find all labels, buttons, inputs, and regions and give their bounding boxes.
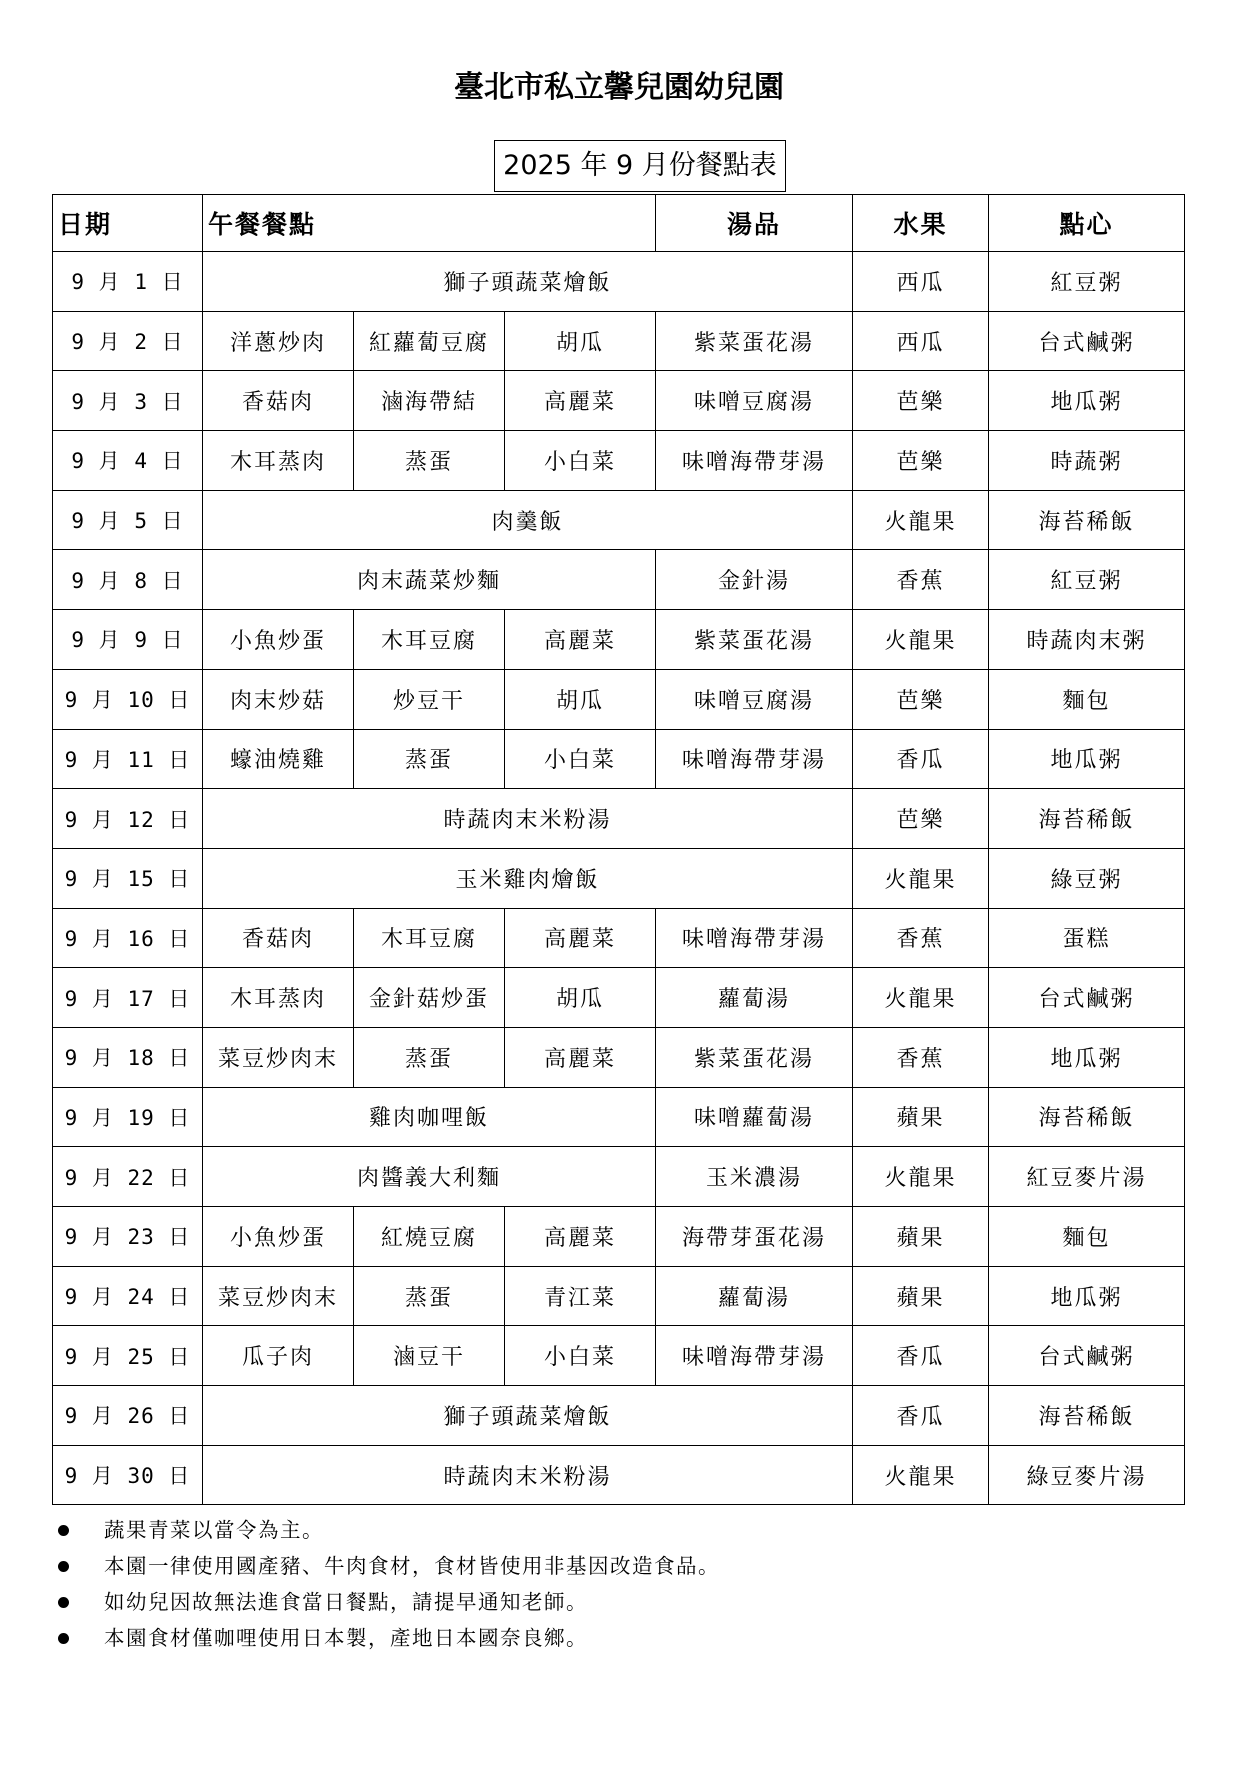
fruit-cell: 芭樂 bbox=[853, 789, 989, 849]
date-cell: 9 月 25 日 bbox=[53, 1326, 203, 1386]
fruit-cell: 香瓜 bbox=[853, 1326, 989, 1386]
snack-cell: 海苔稀飯 bbox=[989, 1386, 1185, 1446]
table-body bbox=[53, 252, 1185, 1505]
lunch-main-cell: 玉米雞肉燴飯 bbox=[203, 848, 853, 908]
table-row bbox=[53, 908, 1185, 968]
soup-cell: 紫菜蛋花湯 bbox=[656, 610, 853, 670]
note-text: 本園食材僅咖哩使用日本製，產地日本國奈良鄉。 bbox=[104, 1626, 588, 1650]
lunch-dish-cell: 高麗菜 bbox=[505, 1027, 656, 1087]
snack-cell: 綠豆粥 bbox=[989, 848, 1185, 908]
snack-cell: 紅豆粥 bbox=[989, 550, 1185, 610]
snack-cell: 海苔稀飯 bbox=[989, 789, 1185, 849]
table-row bbox=[53, 1207, 1185, 1267]
note-text: 本園一律使用國產豬、牛肉食材，食材皆使用非基因改造食品。 bbox=[104, 1554, 720, 1578]
note-item bbox=[52, 1512, 1152, 1548]
lunch-dish-cell: 胡瓜 bbox=[505, 311, 656, 371]
lunch-dish-cell: 紅蘿蔔豆腐 bbox=[354, 311, 505, 371]
lunch-main-cell: 獅子頭蔬菜燴飯 bbox=[203, 1386, 853, 1446]
soup-cell: 蘿蔔湯 bbox=[656, 1266, 853, 1326]
fruit-cell: 香瓜 bbox=[853, 729, 989, 789]
snack-cell: 時蔬粥 bbox=[989, 431, 1185, 491]
date-cell: 9 月 10 日 bbox=[53, 669, 203, 729]
snack-cell: 台式鹹粥 bbox=[989, 311, 1185, 371]
soup-cell: 蘿蔔湯 bbox=[656, 968, 853, 1028]
snack-cell: 海苔稀飯 bbox=[989, 490, 1185, 550]
lunch-main-cell: 肉羹飯 bbox=[203, 490, 853, 550]
soup-cell: 味噌海帶芽湯 bbox=[656, 431, 853, 491]
note-text: 如幼兒因故無法進食當日餐點，請提早通知老師。 bbox=[104, 1590, 588, 1614]
lunch-dish-cell: 菜豆炒肉末 bbox=[203, 1027, 354, 1087]
snack-cell: 紅豆麥片湯 bbox=[989, 1147, 1185, 1207]
fruit-cell: 西瓜 bbox=[853, 311, 989, 371]
fruit-cell: 芭樂 bbox=[853, 669, 989, 729]
snack-cell: 時蔬肉末粥 bbox=[989, 610, 1185, 670]
lunch-main-cell: 獅子頭蔬菜燴飯 bbox=[203, 252, 853, 312]
header-lunch: 午餐餐點 bbox=[203, 195, 656, 252]
lunch-dish-cell: 高麗菜 bbox=[505, 371, 656, 431]
lunch-dish-cell: 紅燒豆腐 bbox=[354, 1207, 505, 1267]
soup-cell: 金針湯 bbox=[656, 550, 853, 610]
lunch-dish-cell: 洋蔥炒肉 bbox=[203, 311, 354, 371]
table-row bbox=[53, 1266, 1185, 1326]
lunch-dish-cell: 滷海帶結 bbox=[354, 371, 505, 431]
date-cell: 9 月 26 日 bbox=[53, 1386, 203, 1446]
soup-cell: 味噌海帶芽湯 bbox=[656, 729, 853, 789]
date-cell: 9 月 5 日 bbox=[53, 490, 203, 550]
bullet-icon bbox=[58, 1633, 69, 1644]
fruit-cell: 香蕉 bbox=[853, 1027, 989, 1087]
lunch-dish-cell: 木耳豆腐 bbox=[354, 908, 505, 968]
table-row bbox=[53, 311, 1185, 371]
header-fruit: 水果 bbox=[853, 195, 989, 252]
table-row bbox=[53, 789, 1185, 849]
date-cell: 9 月 3 日 bbox=[53, 371, 203, 431]
date-cell: 9 月 24 日 bbox=[53, 1266, 203, 1326]
fruit-cell: 芭樂 bbox=[853, 431, 989, 491]
table-row bbox=[53, 550, 1185, 610]
snack-cell: 台式鹹粥 bbox=[989, 1326, 1185, 1386]
header-snack: 點心 bbox=[989, 195, 1185, 252]
table-row bbox=[53, 1027, 1185, 1087]
snack-cell: 地瓜粥 bbox=[989, 1027, 1185, 1087]
fruit-cell: 香瓜 bbox=[853, 1386, 989, 1446]
date-cell: 9 月 23 日 bbox=[53, 1207, 203, 1267]
lunch-dish-cell: 小白菜 bbox=[505, 431, 656, 491]
school-name: 臺北市私立馨兒園幼兒園 bbox=[454, 70, 784, 105]
snack-cell: 台式鹹粥 bbox=[989, 968, 1185, 1028]
soup-cell: 味噌海帶芽湯 bbox=[656, 1326, 853, 1386]
lunch-dish-cell: 蒸蛋 bbox=[354, 431, 505, 491]
lunch-dish-cell: 蠔油燒雞 bbox=[203, 729, 354, 789]
snack-cell: 紅豆粥 bbox=[989, 252, 1185, 312]
table-row bbox=[53, 490, 1185, 550]
date-cell: 9 月 22 日 bbox=[53, 1147, 203, 1207]
note-item bbox=[52, 1584, 1152, 1620]
table-row bbox=[53, 1445, 1185, 1505]
lunch-dish-cell: 香菇肉 bbox=[203, 371, 354, 431]
lunch-dish-cell: 小魚炒蛋 bbox=[203, 610, 354, 670]
date-cell: 9 月 8 日 bbox=[53, 550, 203, 610]
date-cell: 9 月 9 日 bbox=[53, 610, 203, 670]
fruit-cell: 芭樂 bbox=[853, 371, 989, 431]
date-cell: 9 月 19 日 bbox=[53, 1087, 203, 1147]
bullet-icon bbox=[58, 1597, 69, 1608]
snack-cell: 麵包 bbox=[989, 1207, 1185, 1267]
fruit-cell: 火龍果 bbox=[853, 968, 989, 1028]
bullet-icon bbox=[58, 1561, 69, 1572]
lunch-dish-cell: 蒸蛋 bbox=[354, 1027, 505, 1087]
lunch-dish-cell: 蒸蛋 bbox=[354, 1266, 505, 1326]
date-cell: 9 月 18 日 bbox=[53, 1027, 203, 1087]
lunch-dish-cell: 木耳蒸肉 bbox=[203, 431, 354, 491]
date-cell: 9 月 16 日 bbox=[53, 908, 203, 968]
fruit-cell: 火龍果 bbox=[853, 1445, 989, 1505]
fruit-cell: 蘋果 bbox=[853, 1207, 989, 1267]
table-row bbox=[53, 1147, 1185, 1207]
lunch-main-cell: 雞肉咖哩飯 bbox=[203, 1087, 656, 1147]
snack-cell: 地瓜粥 bbox=[989, 1266, 1185, 1326]
fruit-cell: 西瓜 bbox=[853, 252, 989, 312]
soup-cell: 紫菜蛋花湯 bbox=[656, 1027, 853, 1087]
lunch-dish-cell: 金針菇炒蛋 bbox=[354, 968, 505, 1028]
snack-cell: 蛋糕 bbox=[989, 908, 1185, 968]
lunch-dish-cell: 滷豆干 bbox=[354, 1326, 505, 1386]
table-row bbox=[53, 729, 1185, 789]
lunch-main-cell: 肉末蔬菜炒麵 bbox=[203, 550, 656, 610]
meal-table bbox=[52, 194, 1185, 1505]
lunch-dish-cell: 香菇肉 bbox=[203, 908, 354, 968]
table-row bbox=[53, 371, 1185, 431]
fruit-cell: 火龍果 bbox=[853, 490, 989, 550]
lunch-main-cell: 時蔬肉末米粉湯 bbox=[203, 1445, 853, 1505]
fruit-cell: 蘋果 bbox=[853, 1266, 989, 1326]
table-row bbox=[53, 252, 1185, 312]
note-item bbox=[52, 1620, 1152, 1656]
table-row bbox=[53, 431, 1185, 491]
snack-cell: 麵包 bbox=[989, 669, 1185, 729]
lunch-dish-cell: 小白菜 bbox=[505, 1326, 656, 1386]
lunch-dish-cell: 高麗菜 bbox=[505, 610, 656, 670]
snack-cell: 海苔稀飯 bbox=[989, 1087, 1185, 1147]
fruit-cell: 香蕉 bbox=[853, 550, 989, 610]
soup-cell: 味噌海帶芽湯 bbox=[656, 908, 853, 968]
date-cell: 9 月 30 日 bbox=[53, 1445, 203, 1505]
fruit-cell: 蘋果 bbox=[853, 1087, 989, 1147]
soup-cell: 味噌豆腐湯 bbox=[656, 669, 853, 729]
lunch-dish-cell: 高麗菜 bbox=[505, 908, 656, 968]
soup-cell: 海帶芽蛋花湯 bbox=[656, 1207, 853, 1267]
date-cell: 9 月 4 日 bbox=[53, 431, 203, 491]
lunch-dish-cell: 菜豆炒肉末 bbox=[203, 1266, 354, 1326]
date-cell: 9 月 2 日 bbox=[53, 311, 203, 371]
date-cell: 9 月 15 日 bbox=[53, 848, 203, 908]
table-row bbox=[53, 1087, 1185, 1147]
lunch-dish-cell: 肉末炒菇 bbox=[203, 669, 354, 729]
note-item bbox=[52, 1548, 1152, 1584]
lunch-dish-cell: 胡瓜 bbox=[505, 968, 656, 1028]
notes-list bbox=[52, 1512, 1152, 1656]
lunch-dish-cell: 高麗菜 bbox=[505, 1207, 656, 1267]
fruit-cell: 火龍果 bbox=[853, 610, 989, 670]
lunch-dish-cell: 青江菜 bbox=[505, 1266, 656, 1326]
lunch-dish-cell: 木耳蒸肉 bbox=[203, 968, 354, 1028]
table-row bbox=[53, 848, 1185, 908]
date-cell: 9 月 17 日 bbox=[53, 968, 203, 1028]
table-row bbox=[53, 1326, 1185, 1386]
soup-cell: 玉米濃湯 bbox=[656, 1147, 853, 1207]
lunch-dish-cell: 小魚炒蛋 bbox=[203, 1207, 354, 1267]
table-row bbox=[53, 610, 1185, 670]
soup-cell: 紫菜蛋花湯 bbox=[656, 311, 853, 371]
menu-title: 2025 年 9 月份餐點表 bbox=[494, 140, 786, 192]
snack-cell: 地瓜粥 bbox=[989, 729, 1185, 789]
lunch-dish-cell: 蒸蛋 bbox=[354, 729, 505, 789]
fruit-cell: 火龍果 bbox=[853, 1147, 989, 1207]
fruit-cell: 香蕉 bbox=[853, 908, 989, 968]
lunch-dish-cell: 小白菜 bbox=[505, 729, 656, 789]
header-date: 日期 bbox=[53, 195, 203, 252]
snack-cell: 綠豆麥片湯 bbox=[989, 1445, 1185, 1505]
date-cell: 9 月 1 日 bbox=[53, 252, 203, 312]
bullet-icon bbox=[58, 1525, 69, 1536]
table-row bbox=[53, 968, 1185, 1028]
soup-cell: 味噌豆腐湯 bbox=[656, 371, 853, 431]
table-row bbox=[53, 669, 1185, 729]
lunch-dish-cell: 胡瓜 bbox=[505, 669, 656, 729]
lunch-main-cell: 肉醬義大利麵 bbox=[203, 1147, 656, 1207]
table-header-row bbox=[53, 195, 1185, 252]
lunch-main-cell: 時蔬肉末米粉湯 bbox=[203, 789, 853, 849]
soup-cell: 味噌蘿蔔湯 bbox=[656, 1087, 853, 1147]
lunch-dish-cell: 瓜子肉 bbox=[203, 1326, 354, 1386]
note-text: 蔬果青菜以當令為主。 bbox=[104, 1518, 324, 1542]
table-row bbox=[53, 1386, 1185, 1446]
date-cell: 9 月 12 日 bbox=[53, 789, 203, 849]
snack-cell: 地瓜粥 bbox=[989, 371, 1185, 431]
fruit-cell: 火龍果 bbox=[853, 848, 989, 908]
date-cell: 9 月 11 日 bbox=[53, 729, 203, 789]
lunch-dish-cell: 炒豆干 bbox=[354, 669, 505, 729]
lunch-dish-cell: 木耳豆腐 bbox=[354, 610, 505, 670]
header-soup: 湯品 bbox=[656, 195, 853, 252]
